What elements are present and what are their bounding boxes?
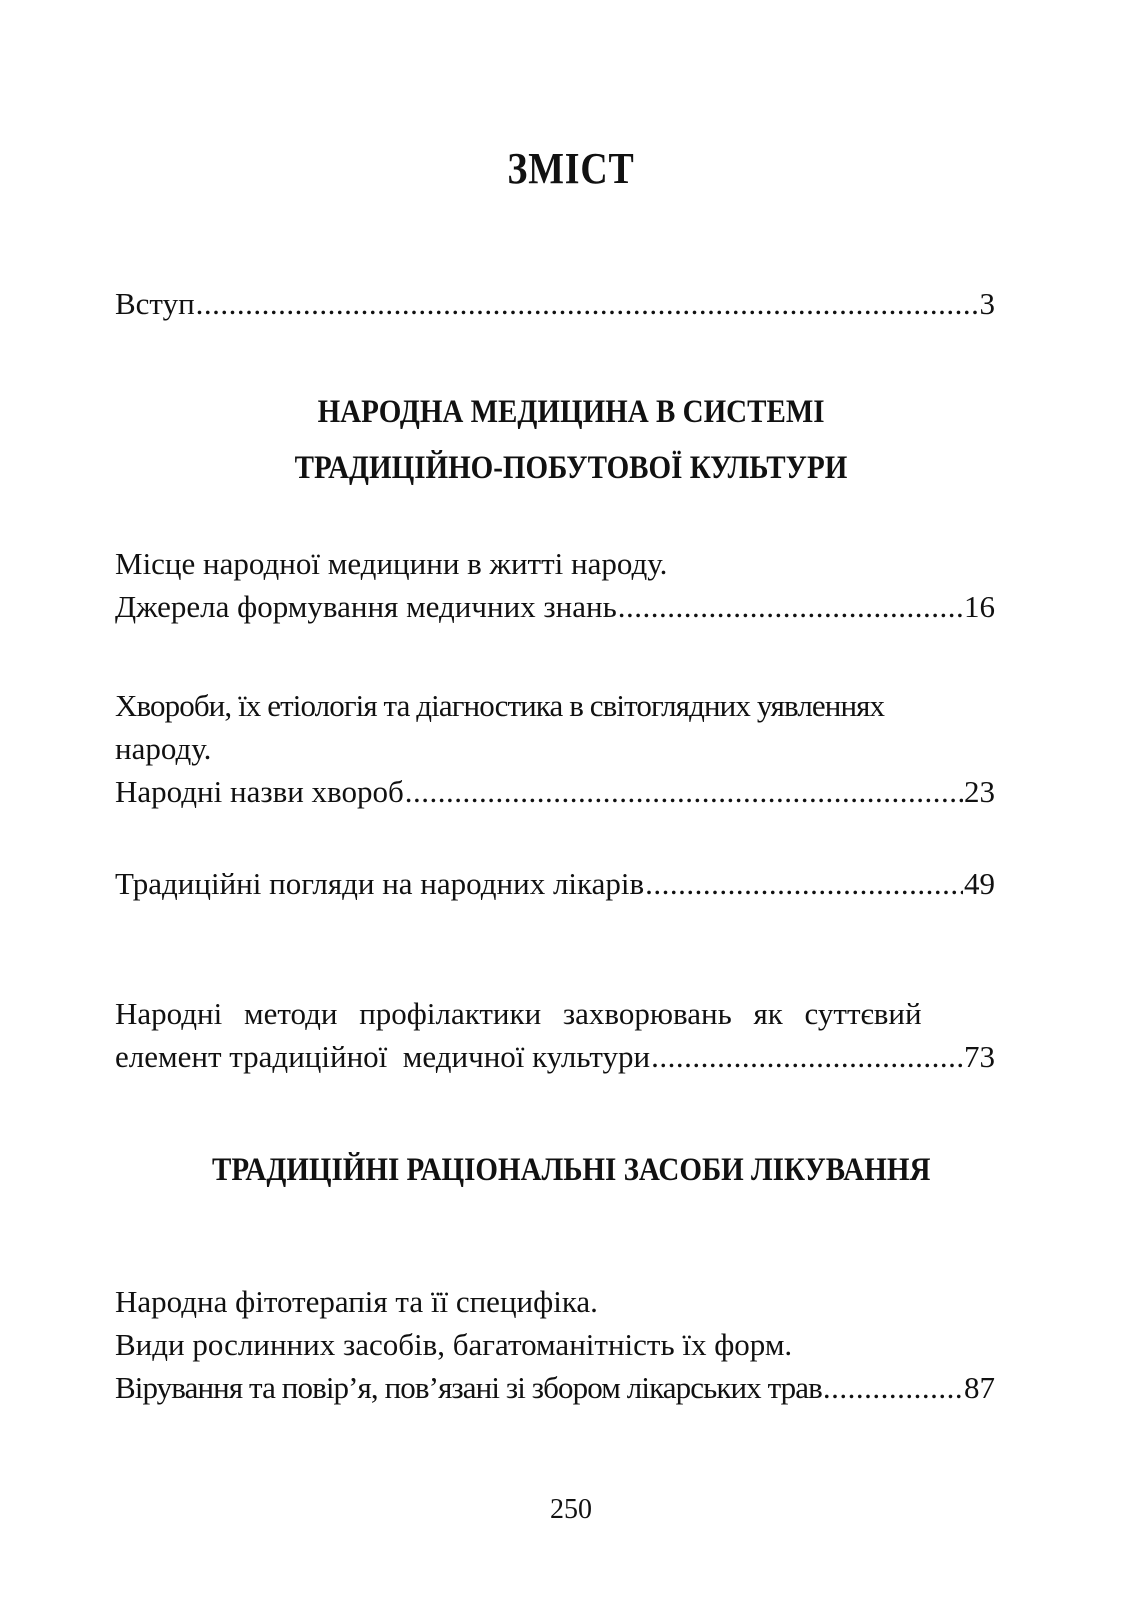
toc-page-number: 73 — [964, 1039, 995, 1074]
toc-line — [115, 1366, 995, 1409]
dot-leader — [618, 585, 963, 628]
toc-entry-text: Вірування та повір’я, пов’язані зі збором лікарських трав — [115, 1370, 822, 1405]
toc-entry[interactable] — [115, 684, 995, 813]
toc-entry-text: елемент традиційної медичної культури — [115, 1039, 651, 1074]
toc-line — [115, 1280, 995, 1323]
toc-line — [115, 684, 995, 727]
section-heading — [0, 384, 1142, 496]
toc-entry-text: Місце народної медицини в житті народу. — [115, 546, 668, 581]
page-number: 250 — [550, 1494, 592, 1525]
section-heading — [0, 1142, 1142, 1198]
toc-line — [115, 992, 995, 1035]
toc-page-number: 49 — [964, 866, 995, 901]
toc-line — [115, 770, 995, 813]
toc-line — [115, 1035, 995, 1078]
toc-entry-text: Традиційні погляди на народних лікарів — [115, 866, 645, 901]
page-title: ЗМІСТ — [507, 144, 635, 193]
toc-entry-text: Види рослинних засобів, багатоманітність їх форм. — [115, 1327, 793, 1362]
toc-entry[interactable] — [115, 1280, 995, 1409]
toc-entry-text: Хвороби, їх етіологія та діагностика в світоглядних уявленнях — [115, 688, 885, 723]
dot-leader — [823, 1366, 963, 1409]
toc-entry-text: Народні методи профілактики захворювань як суттєвий — [115, 996, 922, 1031]
toc-line — [115, 862, 995, 905]
toc-entry[interactable] — [115, 992, 995, 1078]
dot-leader — [645, 862, 963, 905]
toc-page-number: 16 — [964, 589, 995, 624]
toc-line — [115, 542, 995, 585]
toc-page-number: 3 — [979, 286, 995, 321]
toc-entry-text: Вступ — [115, 286, 195, 321]
toc-line — [115, 727, 995, 770]
toc-entry-text: Народні назви хвороб — [115, 774, 404, 809]
toc-entry[interactable] — [115, 862, 995, 905]
dot-leader — [651, 1035, 963, 1078]
toc-entry-text: Джерела формування медичних знань — [115, 589, 617, 624]
toc-line — [115, 282, 995, 325]
toc-entry[interactable] — [115, 542, 995, 628]
toc-page-number: 87 — [964, 1370, 995, 1405]
toc-entry-intro[interactable] — [115, 282, 995, 325]
toc-page-number: 23 — [964, 774, 995, 809]
toc-line — [115, 585, 995, 628]
section-heading-line: НАРОДНА МЕДИЦИНА В СИСТЕМІ — [317, 394, 825, 430]
toc-entry-text: народу. — [115, 731, 212, 766]
section-heading-line: ТРАДИЦІЙНІ РАЦІОНАЛЬНІ ЗАСОБИ ЛІКУВАННЯ — [211, 1152, 931, 1188]
dot-leader — [196, 282, 979, 325]
toc-line — [115, 1323, 995, 1366]
dot-leader — [405, 770, 963, 813]
section-heading-line: ТРАДИЦІЙНО-ПОБУТОВОЇ КУЛЬТУРИ — [294, 450, 848, 486]
toc-entry-text: Народна фітотерапія та її специфіка. — [115, 1284, 598, 1319]
